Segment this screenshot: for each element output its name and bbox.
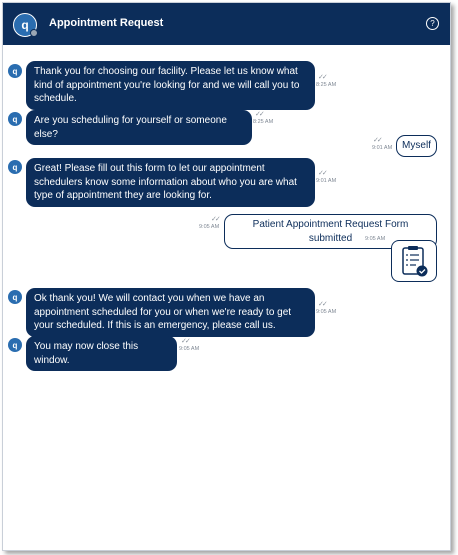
message-time: 9:05 AM (199, 224, 220, 230)
bot-message: Thank you for choosing our facility. Please let us know what kind of appointment you're looking for and we will call you to schedule. (26, 61, 315, 110)
user-message: Patient Appointment Request Form submitted (224, 214, 437, 249)
message-time: 9:05 AM (179, 346, 200, 352)
chat-title: Appointment Request (49, 17, 164, 29)
user-message: Myself (396, 135, 437, 157)
read-check-icon: ✓✓ (255, 111, 263, 118)
bot-avatar-icon: q (8, 64, 22, 78)
bot-avatar-icon: q (8, 338, 22, 352)
message-time: 9:01 AM (372, 145, 393, 151)
bot-message: Are you scheduling for yourself or someone else? (26, 110, 252, 145)
read-check-icon: ✓✓ (373, 137, 381, 144)
bot-avatar-icon: q (8, 112, 22, 126)
message-time: 9:01 AM (316, 178, 337, 184)
brand-logo-icon: q (13, 13, 37, 37)
message-time: 8:25 AM (253, 119, 274, 125)
bot-message: You may now close this window. (26, 336, 177, 371)
bot-avatar-icon: q (8, 290, 22, 304)
clipboard-checklist-icon (392, 241, 436, 281)
chat-window (2, 2, 451, 551)
message-time: 8:25 AM (316, 82, 337, 88)
bot-message: Ok thank you! We will contact you when we have an appointment scheduled for you or when we're ready to get your scheduled. If this is an emergency, please call us. (26, 288, 315, 337)
help-icon[interactable]: ? (426, 17, 439, 30)
message-time: 9:05 AM (365, 236, 386, 242)
read-check-icon: ✓✓ (318, 74, 326, 81)
read-check-icon: ✓✓ (318, 301, 326, 308)
bot-avatar-icon: q (8, 160, 22, 174)
read-check-icon: ✓✓ (181, 338, 189, 345)
read-check-icon: ✓✓ (318, 170, 326, 177)
read-check-icon: ✓✓ (211, 216, 219, 223)
status-dot (30, 29, 38, 37)
form-attachment[interactable] (391, 240, 437, 282)
chat-header (3, 3, 450, 45)
message-time: 9:05 AM (316, 309, 337, 315)
bot-message: Great! Please fill out this form to let our appointment schedulers know some information about who you are what type of appointment they are looking for. (26, 158, 315, 207)
